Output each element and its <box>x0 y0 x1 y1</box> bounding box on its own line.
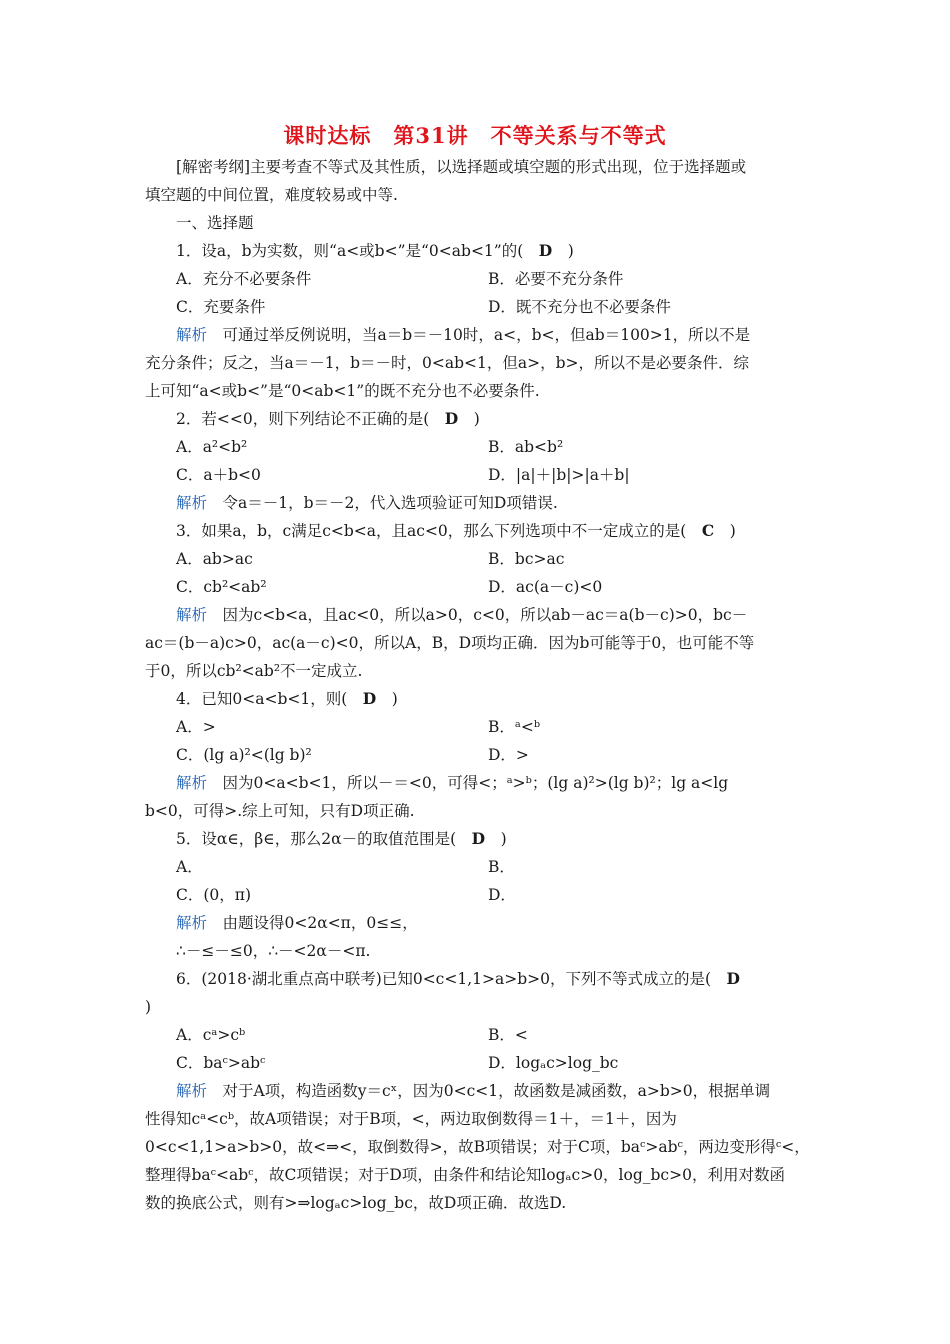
option-b: B．ᵃ<ᵇ <box>488 718 541 736</box>
option-b: B．bc>ac <box>488 550 565 568</box>
question-stem: 2．若<<0，则下列结论不正确的是( D ) <box>176 409 480 428</box>
option-c: C．(0，π) <box>176 886 252 904</box>
option-b: B．ab<b² <box>488 438 564 456</box>
solution-label: 解析 <box>176 774 208 792</box>
solution-line: 于0，所以cb²<ab²不一定成立. <box>145 662 363 680</box>
solution-label: 解析 <box>176 1082 208 1100</box>
option-c: C．baᶜ>abᶜ <box>176 1054 266 1072</box>
option-a: A．充分不必要条件 <box>176 270 312 288</box>
solution-line: ∴－≤－≤0，∴－<2α－<π. <box>176 942 371 960</box>
option-a: A．a²<b² <box>176 438 248 456</box>
question-stem: 1．设a，b为实数，则“a<或b<”是“0<ab<1”的( D ) <box>176 241 574 260</box>
solution-line: 上可知“a<或b<”是“0<ab<1”的既不充分也不必要条件. <box>145 382 540 400</box>
solution-line: 数的换底公式，则有>⇒logₐc>log_bc，故D项正确．故选D. <box>145 1194 567 1212</box>
option-b: B．必要不充分条件 <box>488 270 624 288</box>
answer: C <box>701 521 715 540</box>
solution-line: 充分条件；反之，当a＝－1，b＝－时，0<ab<1，但a>，b>，所以不是必要条件．综 <box>145 354 750 372</box>
solution-label: 解析 <box>176 606 208 624</box>
solution-line: 解析 对于A项，构造函数y＝cˣ，因为0<c<1，故函数是减函数，a>b>0，根据单调 <box>176 1082 771 1100</box>
option-d: D．ac(a－c)<0 <box>488 578 603 596</box>
section-heading: 一、选择题 <box>176 214 254 232</box>
solution-line: 解析 可通过举反例说明，当a＝b＝－10时，a<，b<，但ab＝100>1，所以不是 <box>176 326 751 344</box>
option-a: A．cᵃ>cᵇ <box>176 1026 246 1044</box>
solution-line: 整理得baᶜ<abᶜ，故C项错误；对于D项，由条件和结论知logₐc>0，log_bc>0，利用对数函 <box>145 1166 785 1184</box>
solution-line: b<0，可得>.综上可知，只有D项正确. <box>145 802 415 820</box>
question-stem: 5．设α∈，β∈，那么2α－的取值范围是( D ) <box>176 829 507 848</box>
solution-label: 解析 <box>176 326 208 344</box>
solution-line: 解析 因为c<b<a，且ac<0，所以a>0，c<0，所以ab－ac＝a(b－c)>0，bc－ <box>176 606 748 624</box>
option-d: D．> <box>488 746 529 764</box>
solution-line: ac＝(b－a)c>0，ac(a－c)<0，所以A，B，D项均正确．因为b可能等于0，也可能不等 <box>145 634 755 652</box>
page-title: 课时达标 第31讲 不等关系与不等式 <box>283 123 667 148</box>
answer: D <box>726 969 740 988</box>
option-b: B． <box>488 858 515 876</box>
solution-line: 解析 由题设得0<2α<π，0≤≤， <box>176 914 418 932</box>
solution-line: 解析 令a＝－1，b＝－2，代入选项验证可知D项错误. <box>176 494 558 512</box>
solution-label: 解析 <box>176 494 208 512</box>
answer: D <box>362 689 377 708</box>
option-c: C．a＋b<0 <box>176 466 261 484</box>
option-d: D．既不充分也不必要条件 <box>488 298 671 316</box>
solution-line: 解析 因为0<a<b<1，所以－＝<0，可得<；ᵃ>ᵇ；(lg a)²>(lg b)²；lg a<lg <box>176 774 729 792</box>
intro-line: 填空题的中间位置，难度较易或中等. <box>145 186 398 204</box>
option-a: A．ab>ac <box>176 550 253 568</box>
question-stem: 3．如果a，b，c满足c<b<a，且ac<0，那么下列选项中不一定成立的是( C ) <box>176 521 736 540</box>
solution-line: 性得知cᵃ<cᵇ，故A项错误；对于B项，<，两边取倒数得＝1＋，＝1＋，因为 <box>145 1110 677 1128</box>
question-stem: 4．已知0<a<b<1，则( D ) <box>176 689 398 708</box>
option-d: D．logₐc>log_bc <box>488 1054 619 1072</box>
option-d: D． <box>488 886 516 904</box>
option-b: B．< <box>488 1026 528 1044</box>
answer: D <box>471 829 486 848</box>
intro-line: [解密考纲]主要考查不等式及其性质，以选择题或填空题的形式出现，位于选择题或 <box>176 158 747 176</box>
option-c: C．(lg a)²<(lg b)² <box>176 746 312 764</box>
answer: D <box>444 409 459 428</box>
question-stem: 6．(2018·湖北重点高中联考)已知0<c<1,1>a>b>0，下列不等式成立的是( D <box>176 969 740 988</box>
option-c: C．充要条件 <box>176 298 266 316</box>
option-d: D．|a|＋|b|>|a＋b| <box>488 466 630 484</box>
option-c: C．cb²<ab² <box>176 578 267 596</box>
answer: D <box>538 241 553 260</box>
solution-line: 0<c<1,1>a>b>0，故<⇒<，取倒数得>，故B项错误；对于C项，baᶜ>abᶜ，两边变形得ᶜ<， <box>145 1138 810 1156</box>
question-stem-close: ) <box>145 998 152 1016</box>
option-a: A．> <box>176 718 216 736</box>
option-a: A． <box>176 858 203 876</box>
solution-label: 解析 <box>176 914 208 932</box>
